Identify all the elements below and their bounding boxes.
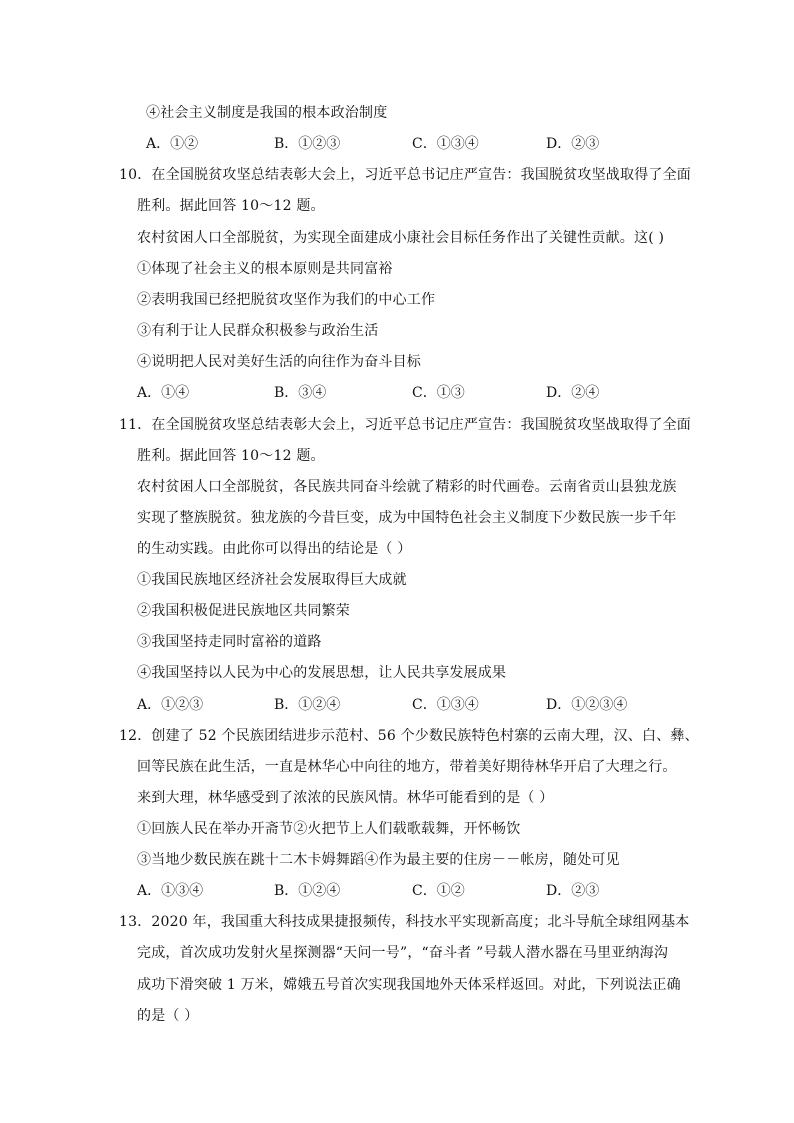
q10-item-4: ④说明把人民对美好生活的向往作为奋斗目标	[137, 354, 421, 370]
q12-stem-line-2: 回等民族在此生活，一直是林华心中向往的地方，带着美好期待林华开启了大理之行。	[137, 759, 677, 775]
q10-stem-line-1: 10．在全国脱贫攻坚总结表彰大会上，习近平总书记庄严宣告：我国脱贫攻坚战取得了全面	[119, 167, 692, 183]
q9-item-4: ④社会主义制度是我国的根本政治制度	[146, 105, 388, 121]
q9-option-c: C．①③④	[412, 136, 479, 152]
q12-option-c: C．①②	[412, 883, 465, 899]
q11-option-a: A．①②③	[137, 697, 204, 713]
q11-item-1: ①我国民族地区经济社会发展取得巨大成就	[137, 572, 407, 588]
q10-option-d: D．②④	[546, 385, 600, 401]
q12-option-a: A．①③④	[137, 883, 204, 899]
q12-stem-line-1: 12．创建了 52 个民族团结进步示范村、56 个少数民族特色村寨的云南大理，汉、白、彝、	[119, 728, 699, 744]
q10-item-1: ①体现了社会主义的根本原则是共同富裕	[137, 261, 393, 277]
q13-stem-line-2: 完成，首次成功发射火星探测器“天问一号”，“奋斗者 ”号载人潜水器在马里亚纳海沟	[137, 945, 669, 961]
q13-stem-line-4: 的是（ ）	[137, 1008, 199, 1024]
q9-option-d: D．②③	[546, 136, 600, 152]
q11-option-b: B．①②④	[274, 697, 341, 713]
q11-body-line-3: 的生动实践。由此你可以得出的结论是（ ）	[137, 541, 412, 557]
q10-option-b: B．③④	[274, 385, 327, 401]
q11-stem-line-1: 11．在全国脱贫攻坚总结表彰大会上，习近平总书记庄严宣告：我国脱贫攻坚战取得了全面	[119, 417, 692, 433]
q10-option-a: A．①④	[137, 385, 190, 401]
q11-stem-line-2: 胜利。据此回答 10～12 题。	[137, 448, 325, 464]
q11-item-2: ②我国积极促进民族地区共同繁荣	[137, 603, 350, 619]
q9-option-b: B．①②③	[274, 136, 341, 152]
q13-stem-line-1: 13．2020 年，我国重大科技成果捷报频传，科技水平实现新高度；北斗导航全球组网基本	[119, 914, 690, 930]
q10-body-line-1: 农村贫困人口全部脱贫，为实现全面建成小康社会目标任务作出了关键性贡献。这( )	[137, 230, 665, 246]
q12-item-line-1: ①回族人民在举办开斋节②火把节上人们载歌载舞，开怀畅饮	[137, 821, 521, 837]
q11-option-d: D．①②③④	[546, 697, 628, 713]
q11-body-line-2: 实现了整族脱贫。独龙族的今昔巨变，成为中国特色社会主义制度下少数民族一步千年	[137, 510, 677, 526]
q10-item-2: ②表明我国已经把脱贫攻坚作为我们的中心工作	[137, 292, 436, 308]
q11-item-4: ④我国坚持以人民为中心的发展思想，让人民共享发展成果	[137, 665, 507, 681]
q12-item-line-2: ③当地少数民族在跳十二木卡姆舞蹈④作为最主要的住房－－帐房，随处可见	[137, 852, 620, 868]
q10-option-c: C．①③	[412, 385, 465, 401]
q11-body-line-1: 农村贫困人口全部脱贫，各民族共同奋斗绘就了精彩的时代画卷。云南省贡山县独龙族	[137, 479, 677, 495]
q9-option-a: A．①②	[146, 136, 199, 152]
q12-stem-line-3: 来到大理，林华感受到了浓浓的民族风情。林华可能看到的是（ ）	[137, 790, 554, 806]
q12-option-d: D．②③	[546, 883, 600, 899]
q10-stem-line-2: 胜利。据此回答 10～12 题。	[137, 198, 325, 214]
q11-item-3: ③我国坚持走同时富裕的道路	[137, 634, 322, 650]
q12-option-b: B．①②④	[274, 883, 341, 899]
q11-option-c: C．①③④	[412, 697, 479, 713]
q13-stem-line-3: 成功下滑突破 1 万米，嫦娥五号首次实现我国地外天体采样返回。对此，下列说法正确	[137, 977, 681, 993]
q10-item-3: ③有利于让人民群众积极参与政治生活	[137, 323, 379, 339]
